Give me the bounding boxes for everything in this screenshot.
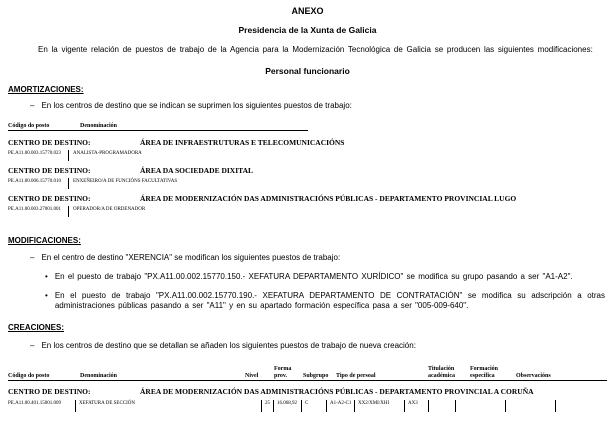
centro-destino-area: ÁREA DE INFRAESTRUTURAS E TELECOMUNICACIÓNS xyxy=(140,138,345,147)
empty-cell-divider xyxy=(455,400,459,412)
posto-codigo: PE.A11.00.003.27001.001 xyxy=(8,207,62,212)
centro-destino-label: CENTRO DE DESTINO: xyxy=(8,387,91,396)
modificacions-heading: MODIFICACIONES: xyxy=(8,236,81,245)
posto-row xyxy=(8,150,607,162)
posto-denominacion: OPERADOR/A DE ORDENADOR xyxy=(68,206,145,217)
dash-marker: – xyxy=(30,253,35,262)
modificacion-item-text: En el puesto de trabajo "PX.A11.00.002.15770.150.- XEFATURA DEPARTAMENTO XURÍDICO" se modifica su grupo pasando a ser "A1-A2". xyxy=(54,272,573,281)
posto-tipo-persoal: XX2/XMI/XHI xyxy=(354,400,389,412)
col-subgrupo: Subgrupo xyxy=(303,372,329,379)
posto-row xyxy=(8,178,607,190)
col-formacion xyxy=(470,366,498,379)
modificacions-lead-text: En el centro de destino "XERENCIA" se modifican los siguientes puestos de trabajo: xyxy=(41,253,341,262)
centro-destino-row xyxy=(8,166,607,176)
posto-codigo: PE.A11.00.003.15770.023 xyxy=(8,151,62,156)
bullet-marker: • xyxy=(45,272,48,281)
posto-codigo: PE.A11.00.401.15001.009 xyxy=(8,401,62,406)
posto-nivel: 25 xyxy=(261,400,270,412)
centro-destino-area: ÁREA DE MODERNIZACIÓN DAS ADMINISTRACIÓNS PÚBLICAS - DEPARTAMENTO PROVINCIAL LUGO xyxy=(140,194,517,203)
col-titulacion xyxy=(428,366,455,379)
col-denominacion: Denominación xyxy=(80,372,118,379)
creacion-posto-row xyxy=(8,400,607,413)
centro-destino-label: CENTRO DE DESTINO: xyxy=(8,194,91,203)
centro-destino-label: CENTRO DE DESTINO: xyxy=(8,138,91,147)
creacions-lead-text: En los centros de destino que se detallan se añaden los siguientes puestos de trabajo de nueva creación: xyxy=(41,341,416,350)
doc-subtitle: Presidencia de la Xunta de Galicia xyxy=(238,25,377,35)
centro-destino-label: CENTRO DE DESTINO: xyxy=(8,166,91,175)
posto-row xyxy=(8,206,607,218)
creacions-table-header xyxy=(8,361,607,381)
bullet-marker: • xyxy=(45,291,48,300)
centro-destino-row xyxy=(8,387,607,397)
posto-denominacion: ENXEÑEIRO/A DE FUNCIÓNS FACULTATIVAS xyxy=(68,178,177,189)
col-tipo-persoal: Tipo de persoal xyxy=(336,372,376,379)
posto-forma-prov: C xyxy=(301,400,308,412)
col-observacions: Observacións xyxy=(516,372,551,379)
posto-titulacion: AX3 xyxy=(404,400,418,412)
intro-paragraph: En la vigente relación de puestos de trabajo de la Agencia para la Modernización Tecnológica de Galicia se producen las siguientes modificaciones: xyxy=(38,45,593,54)
creacions-heading: CREACIONES: xyxy=(8,323,65,332)
col-codigo-posto: Código do posto xyxy=(8,123,50,129)
dash-marker: – xyxy=(30,341,35,350)
col-denominacion: Denominación xyxy=(80,123,118,129)
centro-destino-area: ÁREA DA SOCIEDADE DIXITAL xyxy=(140,166,254,175)
col-formacion-line1: Formación xyxy=(470,366,498,372)
col-forma-line2: prov. xyxy=(274,372,288,379)
posto-subgrupo: A1-A2-C1 xyxy=(326,400,351,412)
empty-cell-divider xyxy=(505,400,509,412)
posto-c-especifico: 16.068,92 xyxy=(273,400,297,412)
posto-codigo: PE.A11.00.006.15770.010 xyxy=(8,179,62,184)
doc-title: ANEXO xyxy=(291,6,324,16)
modificacion-item xyxy=(45,291,605,311)
posto-denominacion: XEFATURA DE SECCIÓN xyxy=(75,400,135,412)
empty-cell-divider xyxy=(428,400,432,412)
posto-denominacion: ANALISTA-PROGRAMADORA xyxy=(68,150,142,161)
modificacion-item xyxy=(45,272,605,282)
modificacion-item-text: En el puesto de trabajo "PX.A11.00.002.15770.190.- XEFATURA DEPARTAMENTO DE CONTRATACIÓN" se modifica su adscripción a otras administraciones públicas pasando a ser "A11" y en su apartado formación específica pasa a ser "005-009-640". xyxy=(54,291,605,310)
col-forma-line1: Forma xyxy=(274,366,292,372)
col-titulacion-line2: académica xyxy=(428,372,455,379)
amortizacions-table-header xyxy=(8,120,308,131)
centro-destino-row xyxy=(8,138,607,148)
col-titulacion-line1: Titulación xyxy=(428,366,455,372)
empty-cell-divider xyxy=(555,400,559,412)
col-forma-prov xyxy=(274,366,291,379)
amortizacions-lead xyxy=(30,101,607,111)
creacions-lead xyxy=(30,341,607,351)
dash-marker: – xyxy=(30,101,35,110)
amortizacions-lead-text: En los centros de destino que se indican se suprimen los siguientes puestos de trabajo: xyxy=(41,101,352,110)
personal-funcionario-heading: Personal funcionario xyxy=(265,66,350,76)
col-formacion-line2: específica xyxy=(470,372,495,379)
col-codigo-posto: Código do posto xyxy=(8,372,50,379)
col-nivel: Nivel xyxy=(245,372,259,379)
amortizacions-heading: AMORTIZACIONES: xyxy=(8,85,84,94)
modificacions-lead xyxy=(30,253,607,263)
centro-destino-area: ÁREA DE MODERNIZACIÓN DAS ADMINISTRACIÓNS PÚBLICAS - DEPARTAMENTO PROVINCIAL A CORUÑA xyxy=(140,387,534,396)
centro-destino-row xyxy=(8,194,607,204)
